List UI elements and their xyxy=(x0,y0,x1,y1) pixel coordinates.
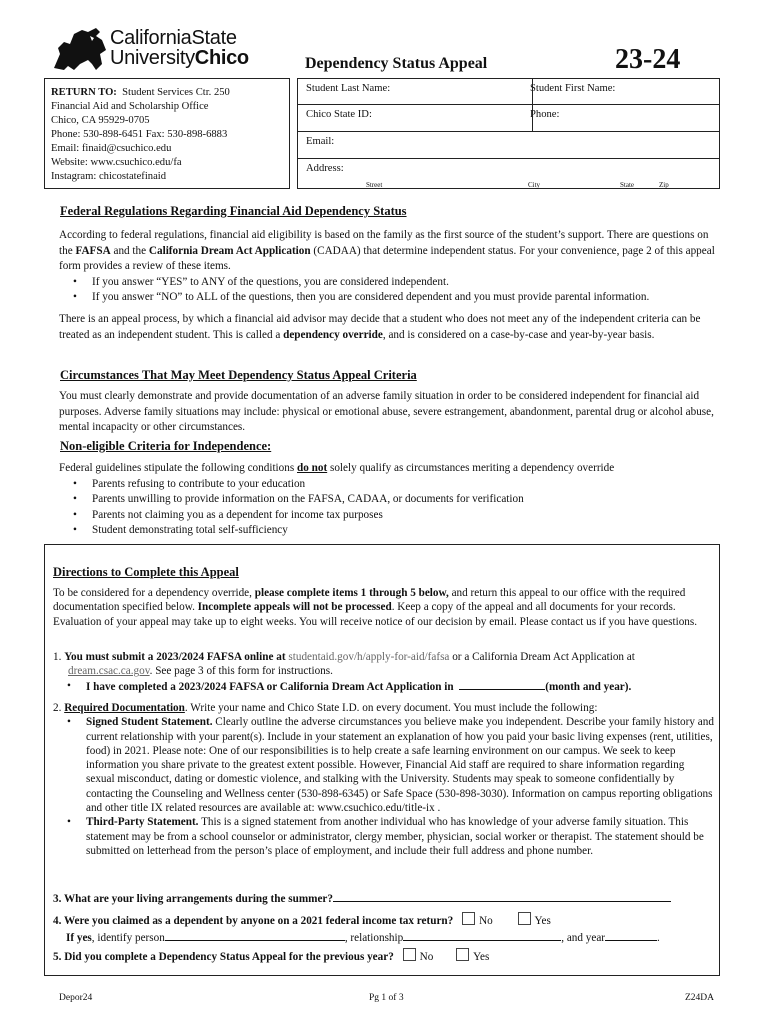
city-label: City xyxy=(528,181,541,189)
address-field[interactable]: Address: xyxy=(306,163,344,174)
return-label: RETURN TO: xyxy=(51,87,117,98)
federal-paragraph: According to federal regulations, financial aid eligibility is based on the family as the first source of the student’s support. There are questions on the FAFSA and the California Dream Act Application (CADAA) that determine independent status. For your convenience, page 2 of this appeal form provides a review of these items. • If you answer “YES” to ANY of the questions, you are considered independent. • If you answer “NO” to ALL of the questions, then you are considered dependent and you must provide parental information. xyxy=(59,228,719,306)
item-2: 2. Required Documentation. Write your name and Chico State I.D. on every document. You must include the following: • Signed Student Statement. Clearly outline the adverse circumstances you believe make you independent. Describe your family history and current relationship with your parent(s). Include in your statement an explanation of how you paid your basic living expenses (rent, utilities, food) in 2021. Please note: One of our responsibilities is to help create a safe learning environment on our campus. We seek to keep information you share private to the greatest extent possible. However, Financial Aid staff are required to share information regarding sexual misconduct, dating or domestic violence, and stalking with the University. Students may speak to someone confidentially by contacting the Counseling and Wellness center (530-898-6345) or Safe Space (530-898-3030). Information on campus reporting obligations and other title IX related resources are available at: www.csuchico.edu/title-ix . • Third-Party Statement. This is a signed statement from another individual who has knowledge of your adverse family situation. This statement may be from a school counselor or administrator, clergy member, physician, social worker or therapist. The statement should be submitted on letterhead from the person’s place of employment, and include their full address and phone number. xyxy=(53,701,715,858)
first-name-field[interactable]: Student First Name: xyxy=(530,83,616,94)
logo-line2: UniversityChico xyxy=(110,47,249,69)
return-line6: Website: www.csuchico.edu/fa xyxy=(51,157,182,168)
federal-bullet-yes: • If you answer “YES” to ANY of the questions, you are considered independent. xyxy=(59,275,719,291)
return-line1: Student Services Ctr. 250 xyxy=(122,87,230,98)
relationship-blank[interactable] xyxy=(403,930,561,941)
noneligible-heading: Non-eligible Criteria for Independence: xyxy=(60,439,272,453)
directions-heading: Directions to Complete this Appeal xyxy=(53,565,239,579)
last-name-field[interactable]: Student Last Name: xyxy=(306,83,391,94)
footer-form-code: Depor24 xyxy=(59,993,93,1003)
q5-yes-checkbox[interactable] xyxy=(456,948,469,961)
id-row xyxy=(298,105,719,132)
csu-chico-wildcat-logo xyxy=(50,24,110,74)
question-4: 4. Were you claimed as a dependent by anyone on a 2021 federal income tax return? No Yes If yes, identify person , relationship , and year . xyxy=(53,912,715,946)
address-row xyxy=(298,159,719,189)
zip-label: Zip xyxy=(659,181,669,189)
form-title: Dependency Status Appeal xyxy=(305,55,488,72)
noneligible-item: • Parents refusing to contribute to your education xyxy=(59,477,719,493)
q5-no-checkbox[interactable] xyxy=(403,948,416,961)
student-info-box xyxy=(297,78,720,189)
state-label: State xyxy=(620,181,634,189)
return-line4: Phone: 530-898-6451 Fax: 530-898-6883 xyxy=(51,129,228,140)
footer-revision-code: Z24DA xyxy=(685,993,715,1003)
email-field[interactable]: Email: xyxy=(306,136,335,147)
return-line2: Financial Aid and Scholarship Office xyxy=(51,101,209,112)
email-row xyxy=(298,132,719,159)
q4-yes-checkbox[interactable] xyxy=(518,912,531,925)
chico-id-field[interactable]: Chico State ID: xyxy=(306,109,372,120)
question-3: 3. What are your living arrangements during the summer? xyxy=(53,891,715,908)
form-year: 23-24 xyxy=(615,44,681,75)
signed-statement-item: • Signed Student Statement. Clearly outline the adverse circumstances you believe make you independent. Describe your family history and current relationship with your parent(s). Include in your statement an explanation of how you paid your basic living expenses (rent, utilities, food) in 2021. Please note: One of our responsibilities is to help create a safe learning environment on our campus. We seek to keep information you share private to the greatest extent possible. However, Financial Aid staff are required to share information regarding sexual misconduct, dating or domestic violence, and stalking with the University. Students may speak to someone confidentially by contacting the Counseling and Wellness center (530-898-6345) or Safe Space (530-898-3030). Information on campus reporting obligations and other title IX related resources are available at: www.csuchico.edu/title-ix . xyxy=(53,715,715,815)
item-1: 1. You must submit a 2023/2024 FAFSA online at studentaid.gov/h/apply-for-aid/fafsa or a California Dream Act Application at dream.csac.ca.gov. See page 3 of this form for instructions. • I have completed a 2023/2024 FAFSA or California Dream Act Application in (month and year). xyxy=(53,650,715,694)
third-party-statement-item: • Third-Party Statement. This is a signed statement from another individual who has knowledge of your adverse family situation. This statement may be from a school counselor or administrator, clergy member, physician, social worker or therapist. The statement should be submitted on letterhead from the person’s place of employment, and include their full address and phone number. xyxy=(53,815,715,858)
logo-line1: CaliforniaState xyxy=(110,27,237,49)
return-to-box xyxy=(44,78,290,189)
return-line7: Instagram: chicostatefinaid xyxy=(51,171,167,182)
circumstances-paragraph: You must clearly demonstrate and provide documentation of an adverse family situation in order to be considered independent for financial aid purposes. Adverse family situations may include: physical or emotional abuse, severe estrangement, abandonment, parental drug or alcohol abuse, mental incapacity or other circumstances. xyxy=(59,390,714,433)
noneligible-list: Federal guidelines stipulate the following conditions do not solely qualify as circumstances meriting a dependency override • Parents refusing to contribute to your education • Parents unwilling to provide information on the FAFSA, CADAA, or documents for verification • Parents not claiming you as a dependent for income tax purposes • Student demonstrating total self-sufficiency xyxy=(59,461,719,539)
year-blank[interactable] xyxy=(605,930,657,941)
fafsa-link[interactable]: studentaid.gov/h/apply-for-aid/fafsa xyxy=(288,651,450,663)
directions-paragraph: To be considered for a dependency override, please complete items 1 through 5 below, and return this appeal to our office with the required documentation specified below. Incomplete appeals will not be processed. Keep a copy of the appeal and all documents for your records. Evaluation of your appeal may take up to eight weeks. You will receive notice of our decision by email. Please contact us if you have questions. xyxy=(53,587,698,628)
federal-heading: Federal Regulations Regarding Financial Aid Dependency Status xyxy=(60,204,407,218)
federal-bullet-no: • If you answer “NO” to ALL of the questions, then you are considered dependent and you must provide parental information. xyxy=(59,290,719,306)
name-row xyxy=(298,79,719,105)
noneligible-item: • Student demonstrating total self-sufficiency xyxy=(59,523,719,539)
q4-no-checkbox[interactable] xyxy=(462,912,475,925)
street-label: Street xyxy=(366,181,383,189)
question-5: 5. Did you complete a Dependency Status Appeal for the previous year? No Yes xyxy=(53,948,715,966)
noneligible-item: • Parents unwilling to provide information on the FAFSA, CADAA, or documents for verification xyxy=(59,492,719,508)
override-paragraph: There is an appeal process, by which a financial aid advisor may decide that a student who does not meet any of the independent criteria can be treated as an independent student. This is called a dependency override, and is considered on a case-by-case and year-by-year basis. xyxy=(59,313,701,341)
noneligible-item: • Parents not claiming you as a dependent for income tax purposes xyxy=(59,508,719,524)
footer-page-number: Pg 1 of 3 xyxy=(369,993,404,1003)
summer-arrangements-blank[interactable] xyxy=(333,891,671,902)
circumstances-heading: Circumstances That May Meet Dependency Status Appeal Criteria xyxy=(60,368,417,382)
return-line3: Chico, CA 95929-0705 xyxy=(51,115,150,126)
identify-person-blank[interactable] xyxy=(165,930,345,941)
dream-act-link[interactable]: dream.csac.ca.gov xyxy=(68,665,150,678)
return-line5: Email: finaid@csuchico.edu xyxy=(51,143,172,154)
month-year-blank[interactable] xyxy=(459,679,545,690)
phone-field[interactable]: Phone: xyxy=(530,109,560,120)
